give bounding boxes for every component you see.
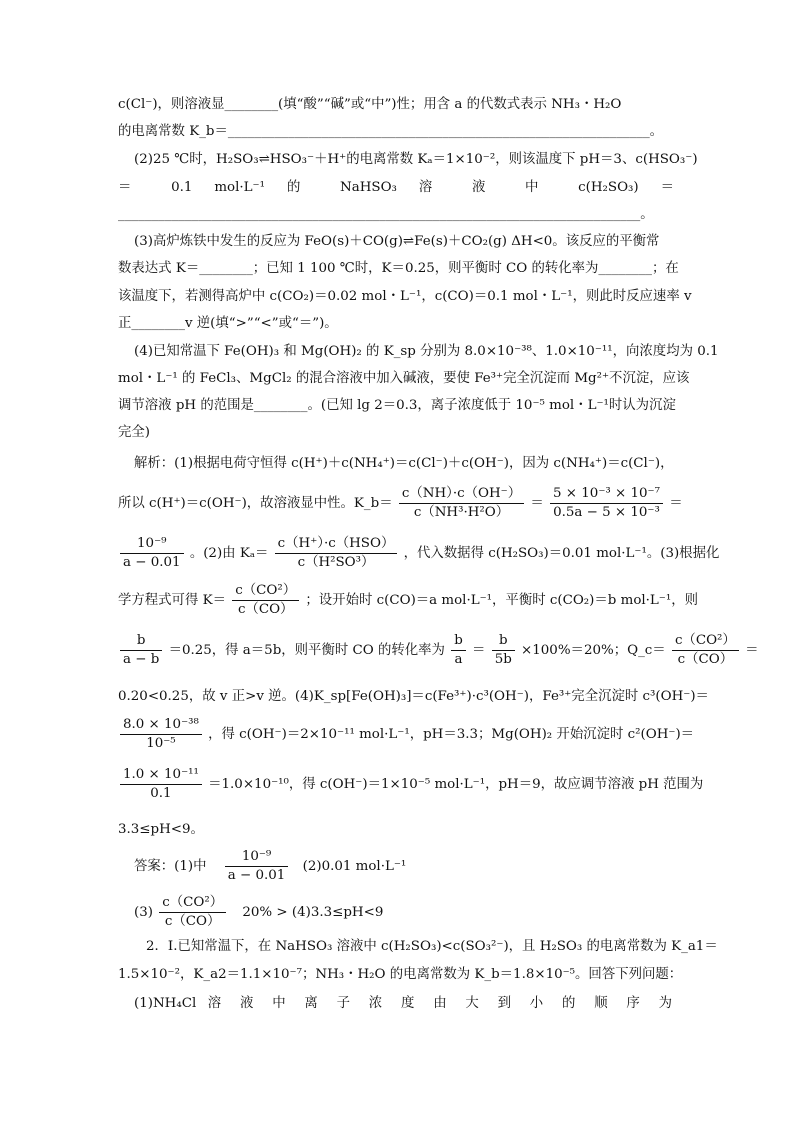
text-line: 2．Ⅰ.已知常温下，在 NaHSO₃ 溶液中 c(H₂SO₃)<c(SO₃²⁻)，且 H₂SO₃ 的电离常数为 K_a1＝ — [146, 939, 718, 954]
text-run: 20% > (4)3.3≤pH<9 — [242, 905, 384, 920]
text-run: ＝ — [745, 643, 759, 658]
text-line: 该温度下，若测得高炉中 c(CO₂)＝0.02 mol・L⁻¹，c(CO)＝0.1 mol・L⁻¹，则此时反应速率 v — [118, 289, 692, 304]
text-run: ＝ — [669, 496, 683, 511]
text-run: ＝0.25，得 a＝5b，则平衡时 CO 的转化率为 — [168, 643, 445, 658]
numerator: b — [451, 633, 466, 651]
fraction — [451, 633, 466, 668]
answer-line — [134, 849, 406, 884]
denominator: a − 0.01 — [123, 555, 181, 570]
text-line: 0.20<0.25，故 v 正>v 逆。(4)K_sp[Fe(OH)₃]＝c(Fe³⁺)·c³(OH⁻)，Fe³⁺完全沉淀时 c³(OH⁻)＝ — [118, 689, 709, 704]
denominator: a − b — [123, 652, 160, 667]
formula-line — [118, 486, 683, 521]
text-run: ，得 c(OH⁻)＝2×10⁻¹¹ mol·L⁻¹，pH＝3.3；Mg(OH)₂ 开始沉淀时 c²(OH⁻)＝ — [208, 727, 695, 742]
numerator: c（CO²） — [159, 895, 226, 913]
numerator: 5 × 10⁻³ × 10⁻⁷ — [550, 486, 663, 504]
text-run: (3) — [134, 905, 153, 920]
numerator: b — [492, 633, 515, 651]
numerator: b — [120, 633, 162, 651]
denominator: c（CO） — [237, 602, 294, 617]
text-run: 。(2)由 Kₐ＝ — [189, 546, 269, 561]
text-line: (1)NH₄Cl 溶 液 中 离 子 浓 度 由 大 到 小 的 顺 序 为 — [134, 996, 672, 1011]
fraction — [550, 486, 663, 521]
numerator: 8.0 × 10⁻³⁸ — [120, 717, 202, 735]
denominator: 5b — [494, 652, 512, 667]
denominator: 0.1 — [150, 786, 172, 801]
text-run: ＝1.0×10⁻¹⁰，得 c(OH⁻)＝1×10⁻⁵ mol·L⁻¹，pH＝9，故应调节溶液 pH 范围为 — [208, 777, 704, 792]
numerator: 1.0 × 10⁻¹¹ — [120, 767, 202, 785]
text-line: ＝ 0.1 mol·L⁻¹ 的 NaHSO₃ 溶 液 中 c(H₂SO₃) ＝ — [118, 180, 674, 195]
text-run: 所以 c(H⁺)＝c(OH⁻)，故溶液显中性。K_b＝ — [118, 496, 393, 511]
formula-line — [118, 767, 703, 802]
text-line: mol・L⁻¹ 的 FeCl₃、MgCl₂ 的混合溶液中加入碱液，要使 Fe³⁺完全沉淀而 Mg²⁺不沉淀，应该 — [118, 371, 690, 386]
text-line: 的电离常数 K_b＝_______________________________________________________________。 — [118, 124, 664, 139]
text-line: ______________________________________________________________________________。 — [118, 207, 654, 222]
denominator: a — [454, 652, 463, 667]
denominator: c（H²SO³） — [297, 555, 375, 570]
fraction — [120, 717, 202, 752]
numerator: 10⁻⁹ — [120, 536, 184, 554]
fraction — [492, 633, 515, 668]
fraction — [120, 633, 162, 668]
denominator: c（CO） — [164, 914, 221, 929]
text-run: ；设开始时 c(CO)＝a mol·L⁻¹，平衡时 c(CO₂)＝b mol·L⁻¹，则 — [305, 593, 699, 608]
denominator: 0.5a − 5 × 10⁻³ — [553, 505, 660, 520]
numerator: c（CO²） — [672, 633, 739, 651]
denominator: 10⁻⁵ — [146, 736, 176, 751]
text-line: (4)已知常温下 Fe(OH)₃ 和 Mg(OH)₂ 的 K_sp 分别为 8.0×10⁻³⁸、1.0×10⁻¹¹，向浓度均为 0.1 — [134, 344, 719, 359]
fraction — [672, 633, 739, 668]
fraction — [275, 536, 398, 571]
fraction — [232, 583, 299, 618]
text-run: 学方程式可得 K＝ — [118, 593, 226, 608]
text-line: 调节溶液 pH 的范围是________。(已知 lg 2＝0.3，离子浓度低于 10⁻⁵ mol・L⁻¹时认为沉淀 — [118, 398, 676, 413]
text-run: ，代入数据得 c(H₂SO₃)＝0.01 mol·L⁻¹。(3)根据化 — [403, 546, 720, 561]
formula-line — [118, 583, 698, 618]
denominator: c（NH³·H²O） — [413, 505, 510, 520]
text-line: (3)高炉炼铁中发生的反应为 FeO(s)＋CO(g)⇌Fe(s)＋CO₂(g) ΔH<0。该反应的平衡常 — [134, 234, 660, 249]
text-line: 正________v 逆(填“>”“<”或“＝”)。 — [118, 316, 338, 331]
numerator: 10⁻⁹ — [225, 849, 289, 867]
text-run: ＝ — [472, 643, 486, 658]
text-run: ＝ — [530, 496, 544, 511]
fraction — [399, 486, 524, 521]
answer-line — [134, 895, 383, 930]
fraction — [225, 849, 289, 884]
formula-line — [118, 536, 719, 571]
text-run: ×100%＝20%；Q_c＝ — [521, 643, 666, 658]
text-line: 数表达式 K＝________；已知 1 100 ℃时，K＝0.25，则平衡时 CO 的转化率为________；在 — [118, 261, 679, 276]
denominator: a − 0.01 — [227, 868, 286, 883]
text-line: c(Cl⁻)，则溶液显________(填“酸”“碱”或“中”)性；用含 a 的代数式表示 NH₃・H₂O — [118, 97, 622, 112]
fraction — [159, 895, 226, 930]
text-line: 解析：(1)根据电荷守恒得 c(H⁺)＋c(NH₄⁺)＝c(Cl⁻)＋c(OH⁻)，因为 c(NH₄⁺)＝c(Cl⁻)， — [134, 456, 674, 471]
formula-line — [118, 717, 694, 752]
text-line: (2)25 ℃时，H₂SO₃⇌HSO₃⁻＋H⁺的电离常数 Kₐ＝1×10⁻²，则该温度下 pH＝3、c(HSO₃⁻) — [134, 152, 698, 167]
fraction — [120, 767, 202, 802]
numerator: c（NH）·c（OH⁻） — [399, 486, 524, 504]
fraction — [120, 536, 184, 571]
denominator: c（CO） — [677, 652, 734, 667]
text-line: 3.3≤pH<9。 — [118, 822, 204, 837]
text-line: 完全) — [118, 425, 151, 440]
text-line: 1.5×10⁻²，K_a2＝1.1×10⁻⁷；NH₃・H₂O 的电离常数为 K_b＝1.8×10⁻⁵。回答下列问题： — [118, 967, 683, 982]
text-run: (2)0.01 mol·L⁻¹ — [302, 859, 407, 874]
numerator: c（H⁺）·c（HSO） — [275, 536, 398, 554]
text-run: 答案：(1)中 — [134, 859, 207, 874]
numerator: c（CO²） — [232, 583, 299, 601]
formula-line — [118, 633, 758, 668]
